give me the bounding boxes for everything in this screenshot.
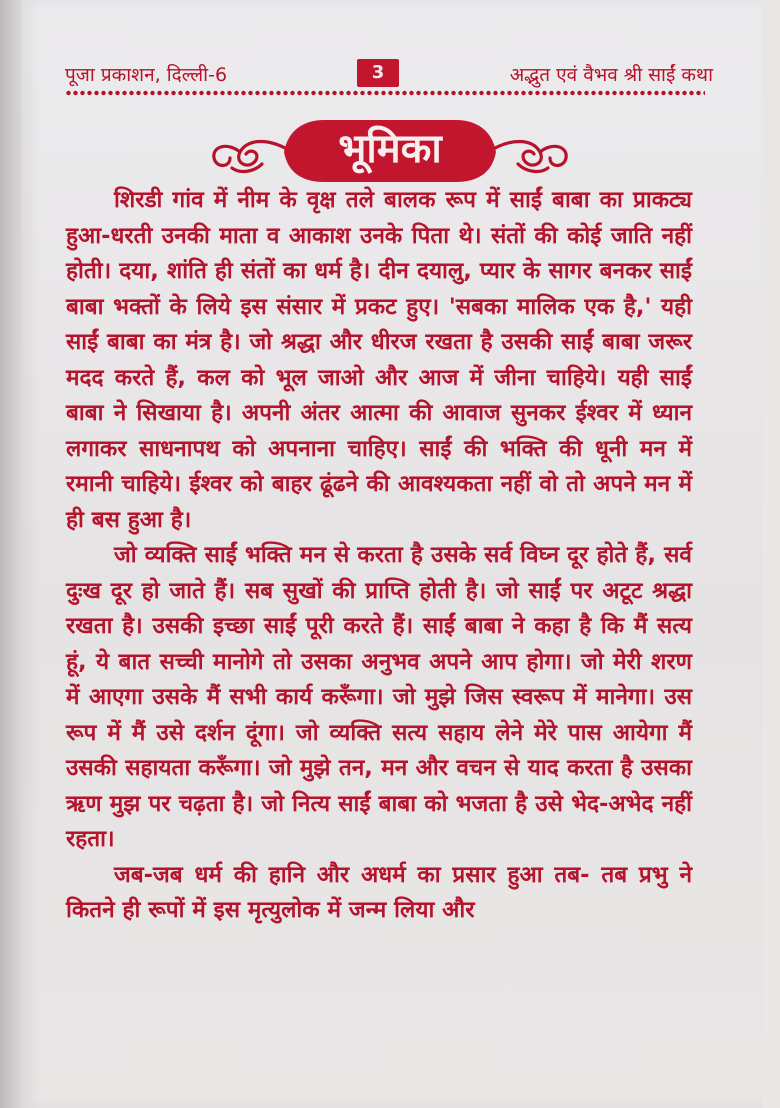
book-title: अद्भुत एवं वैभव श्री साईं कथा (509, 64, 713, 86)
running-header (65, 55, 713, 93)
publisher-name: पूजा प्रकाशन, दिल्ली-6 (65, 64, 228, 86)
page-number: 3 (357, 59, 399, 87)
paragraph: शिरडी गांव में नीम के वृक्ष तले बालक रूप में साईं बाबा का प्राकट्य हुआ-धरती उनकी माता व आकाश उनके पिता थे। संतों की कोई जाति नहीं होती। दया, शांति ही संतों का धर्म है। दीन दयालु, प्यार के सागर बनकर साईं बाबा भक्तों के लिये इस संसार में प्रकट हुए। 'सबका मालिक एक है,' यही साईं बाबा का मंत्र है। जो श्रद्धा और धीरज रखता है उसकी साईं बाबा जरूर मदद करते हैं, कल को भूल जाओ और आज में जीना चाहिये। यही साईं बाबा ने सिखाया है। अपनी अंतर आत्मा की आवाज सुनकर ईश्वर में ध्यान लगाकर साधनापथ को अपनाना चाहिए। साईं की भक्ति की धूनी मन में रमानी चाहिये। ईश्वर को बाहर ढूंढने की आवश्यकता नहीं वो तो अपने मन में ही बस हुआ है। (66, 187, 692, 533)
chapter-title: भूमिका (338, 126, 442, 172)
page-edge (0, 0, 22, 1108)
dotted-divider (65, 90, 705, 96)
paragraph: जब-जब धर्म की हानि और अधर्म का प्रसार हुआ तब- तब प्रभु ने कितने ही रूपों में इस मृत्युलोक में जन्म लिया और (66, 861, 692, 923)
paragraph: जो व्यक्ति साईं भक्ति मन से करता है उसके सर्व विघ्न दूर होते हैं, सर्व दुःख दूर हो जाते हैं। सब सुखों की प्राप्ति होती है। जो साईं पर अटूट श्रद्धा रखता है। उसकी इच्छा साईं पूरी करते हैं। साईं बाबा ने कहा है कि मैं सत्य हूं, ये बात सच्ची मानोगे तो उसका अनुभव अपने आप होगा। जो मेरी शरण में आएगा उसके मैं सभी कार्य करूँगा। जो मुझे जिस स्वरूप में मानेगा। उस रूप में मैं उसे दर्शन दूंगा। जो व्यक्ति सत्य सहाय लेने मेरे पास आयेगा मैं उसकी सहायता करूँगा। जो मुझे तन, मन और वचन से याद करता है उसका ऋण मुझ पर चढ़ता है। जो नित्य साईं बाबा को भजता है उसे भेद-अभेद नहीं रहता। (66, 542, 692, 852)
chapter-title-banner (200, 112, 580, 188)
body-text (66, 183, 692, 929)
